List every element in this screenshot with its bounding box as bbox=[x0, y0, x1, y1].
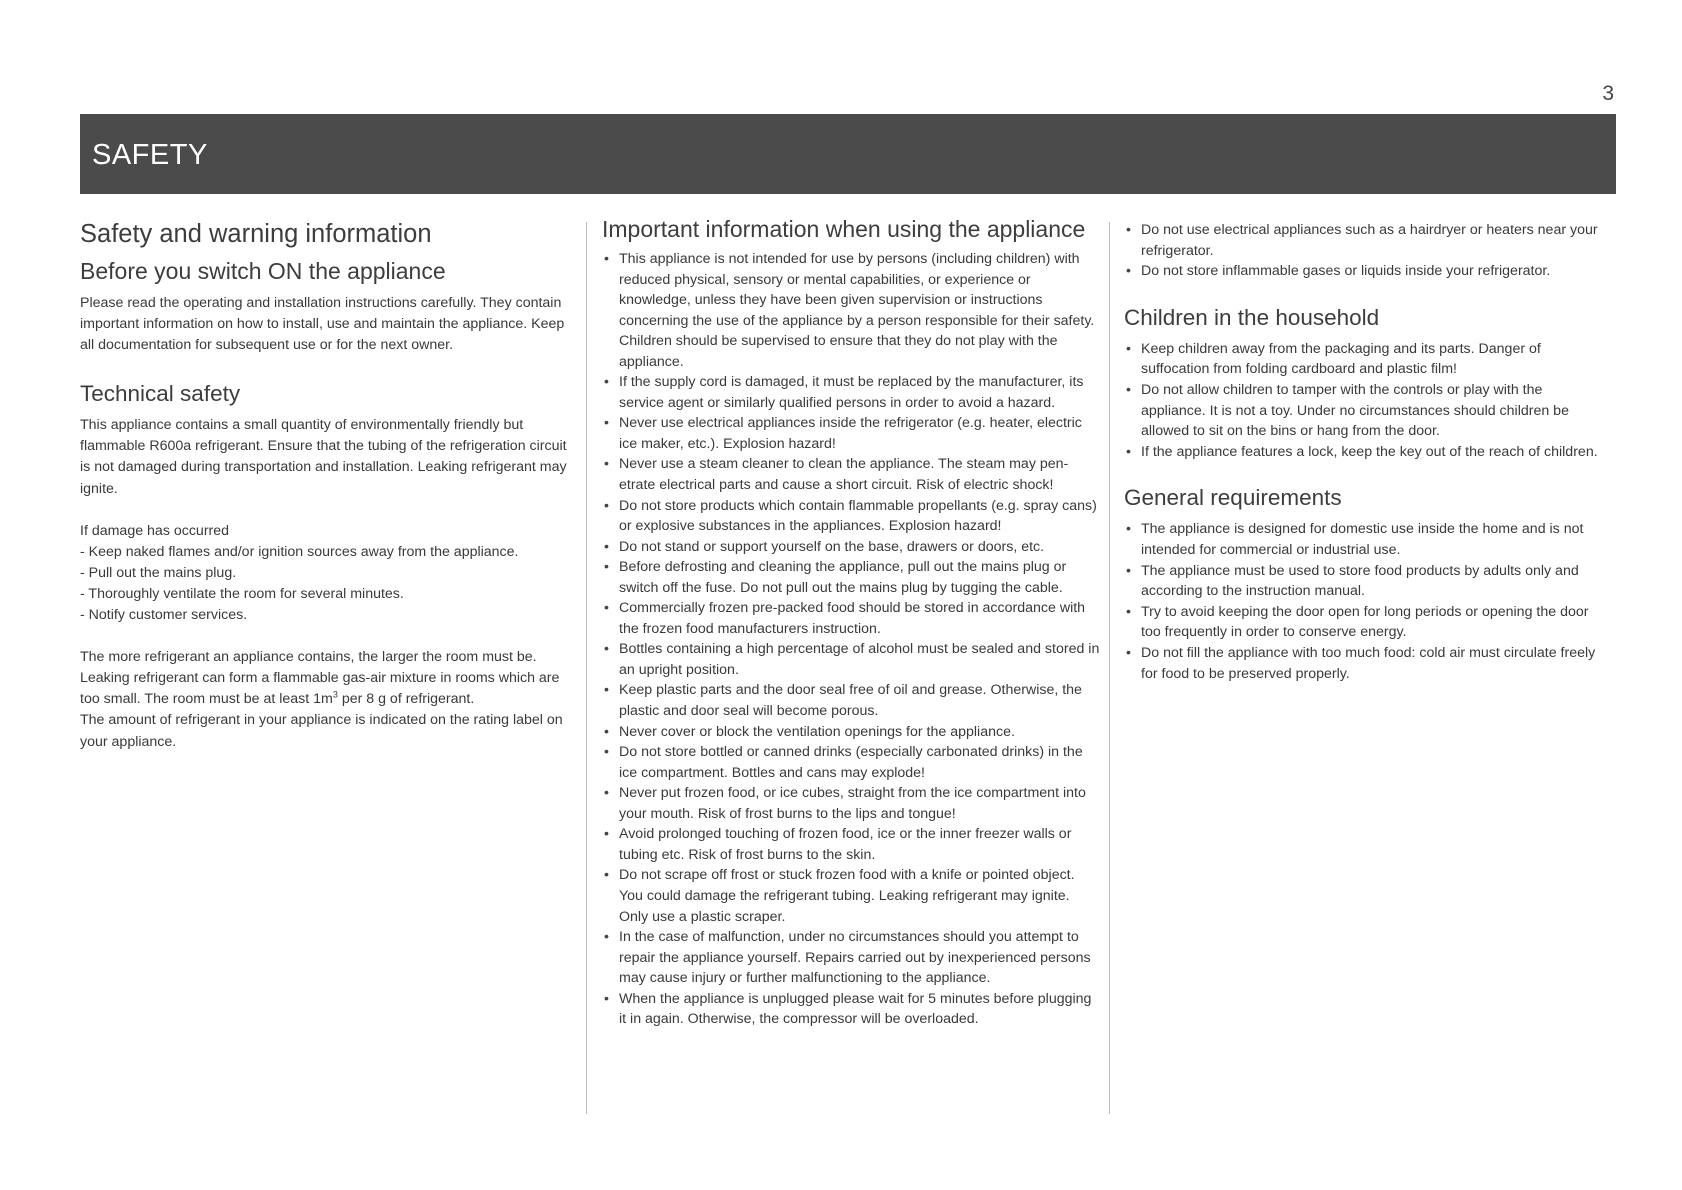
list-item: • When the appliance is unplugged please wait for 5 minutes before plugging it in again. Otherwise, the compressor will be overloaded. bbox=[602, 989, 1102, 1030]
list-item: • The appliance must be used to store food products by adults only and according to the instruction manual. bbox=[1124, 561, 1604, 602]
before-switch-on-heading: Before you switch ON the appliance bbox=[80, 258, 446, 284]
list-item: • Do not scrape off frost or stuck frozen food with a knife or pointed object. You could damage the refrigerant tubing. Leaking refrigerant may ignite. Only use a plastic scraper. bbox=[602, 865, 1102, 927]
list-item: • Never use a steam cleaner to clean the appliance. The steam may pen-etrate electrical parts and cause a short circuit. Risk of electric shock! bbox=[602, 454, 1102, 495]
column-3 bbox=[1124, 220, 1604, 684]
column-2 bbox=[602, 218, 1102, 1030]
list-item: • Do not fill the appliance with too much food: cold air must circulate freely for food to be preserved properly. bbox=[1124, 643, 1604, 684]
list-item: • The appliance is designed for domestic use inside the home and is not intended for commercial or industrial use. bbox=[1124, 519, 1604, 560]
list-item: • Bottles containing a high percentage of alcohol must be sealed and stored in an upright position. bbox=[602, 639, 1102, 680]
important-info-heading: Important information when using the appliance bbox=[602, 216, 1086, 242]
section-banner bbox=[80, 114, 1616, 194]
list-item: • Do not stand or support yourself on the base, drawers or doors, etc. bbox=[602, 537, 1102, 558]
banner-title: SAFETY bbox=[92, 139, 208, 171]
page-title: Safety and warning information bbox=[80, 220, 432, 248]
damage-line: - Pull out the mains plug. bbox=[80, 564, 237, 581]
damage-line: If damage has occurred bbox=[80, 522, 230, 539]
list-item: • Do not allow children to tamper with the controls or play with the appliance. It is not a toy. Under no circumstances should children be allowed to sit on the bins or hang from the door. bbox=[1124, 380, 1604, 442]
list-item: • If the supply cord is damaged, it must be replaced by the manufacturer, its service agent or similarly qualified persons in order to avoid a hazard. bbox=[602, 372, 1102, 413]
list-item: • Never use electrical appliances inside the refrigerator (e.g. heater, electric ice maker, etc.). Explosion hazard! bbox=[602, 413, 1102, 454]
page-number: 3 bbox=[1602, 82, 1614, 105]
children-heading: Children in the household bbox=[1124, 304, 1380, 330]
column-divider bbox=[1109, 222, 1110, 1114]
refrigerant-room-paragraph bbox=[80, 647, 580, 710]
general-requirements-heading: General requirements bbox=[1124, 485, 1342, 511]
list-item: • Commercially frozen pre-packed food should be stored in accordance with the frozen food manufacturers instruction. bbox=[602, 598, 1102, 639]
technical-safety-paragraph: This appliance contains a small quantity of environmentally friendly but flammable R600a refrigerant. Ensure that the tubing of the refrigeration circuit is not damaged during transportation and installation. Leaking refrigerant may ignite. bbox=[80, 417, 567, 497]
list-item: • Never put frozen food, or ice cubes, straight from the ice compartment into your mouth. Risk of frost burns to the lips and tongue! bbox=[602, 783, 1102, 824]
column-divider bbox=[586, 222, 587, 1114]
damage-line: - Keep naked flames and/or ignition sources away from the appliance. bbox=[80, 543, 519, 560]
appliance-use-list bbox=[1124, 220, 1604, 282]
list-item: • Avoid prolonged touching of frozen food, ice or the inner freezer walls or tubing etc. Risk of frost burns to the skin. bbox=[602, 824, 1102, 865]
list-item: • Never cover or block the ventilation openings for the appliance. bbox=[602, 722, 1102, 743]
refrigerant-text: The more refrigerant an appliance contains, the larger the room must be. Leaking refrigerant can form a flammable gas-air mixture in rooms which are too small. The room must be at least 1m bbox=[80, 649, 560, 708]
list-item: • Keep children away from the packaging and its parts. Danger of suffocation from folding cardboard and plastic film! bbox=[1124, 339, 1604, 380]
superscript-3: 3 bbox=[332, 689, 338, 700]
list-item: • Do not store products which contain flammable propellants (e.g. spray cans) or explosive substances in the appliances. Explosion hazard! bbox=[602, 496, 1102, 537]
list-item: • If the appliance features a lock, keep the key out of the reach of children. bbox=[1124, 442, 1604, 463]
list-item: • Do not use electrical appliances such as a hairdryer or heaters near your refrigerator. bbox=[1124, 220, 1604, 261]
list-item: • This appliance is not intended for use by persons (including children) with reduced physical, sensory or mental capabilities, or experience or knowledge, unless they have been given supervision or instructions concerning the use of the appliance by a person responsible for their safety. Children should be supervised to ensure that they do not play with the appliance. bbox=[602, 249, 1102, 372]
list-item: • Try to avoid keeping the door open for long periods or opening the door too frequently in order to conserve energy. bbox=[1124, 602, 1604, 643]
list-item: • Keep plastic parts and the door seal free of oil and grease. Otherwise, the plastic and door seal will become porous. bbox=[602, 680, 1102, 721]
children-list bbox=[1124, 339, 1604, 463]
general-requirements-list bbox=[1124, 519, 1604, 684]
list-item: • Do not store inflammable gases or liquids inside your refrigerator. bbox=[1124, 261, 1604, 282]
intro-paragraph: Please read the operating and installation instructions carefully. They contain important information on how to install, use and maintain the appliance. Keep all documentation for subsequent use or for the next owner. bbox=[80, 295, 565, 354]
technical-safety-heading: Technical safety bbox=[80, 381, 241, 407]
refrigerant-label-paragraph: The amount of refrigerant in your appliance is indicated on the rating label on your appliance. bbox=[80, 712, 563, 750]
damage-line: - Notify customer services. bbox=[80, 607, 248, 624]
column-1 bbox=[80, 218, 580, 753]
damage-line: - Thoroughly ventilate the room for several minutes. bbox=[80, 585, 404, 602]
refrigerant-text-end: per 8 g of refrigerant. bbox=[337, 691, 475, 708]
list-item: • Do not store bottled or canned drinks (especially carbonated drinks) in the ice compartment. Bottles and cans may explode! bbox=[602, 742, 1102, 783]
important-info-list bbox=[602, 249, 1102, 1030]
list-item: • Before defrosting and cleaning the appliance, pull out the mains plug or switch off the fuse. Do not pull out the mains plug by tugging the cable. bbox=[602, 557, 1102, 598]
list-item: • In the case of malfunction, under no circumstances should you attempt to repair the appliance yourself. Repairs carried out by inexperienced persons may cause injury or further malfunctioning to the appliance. bbox=[602, 927, 1102, 989]
